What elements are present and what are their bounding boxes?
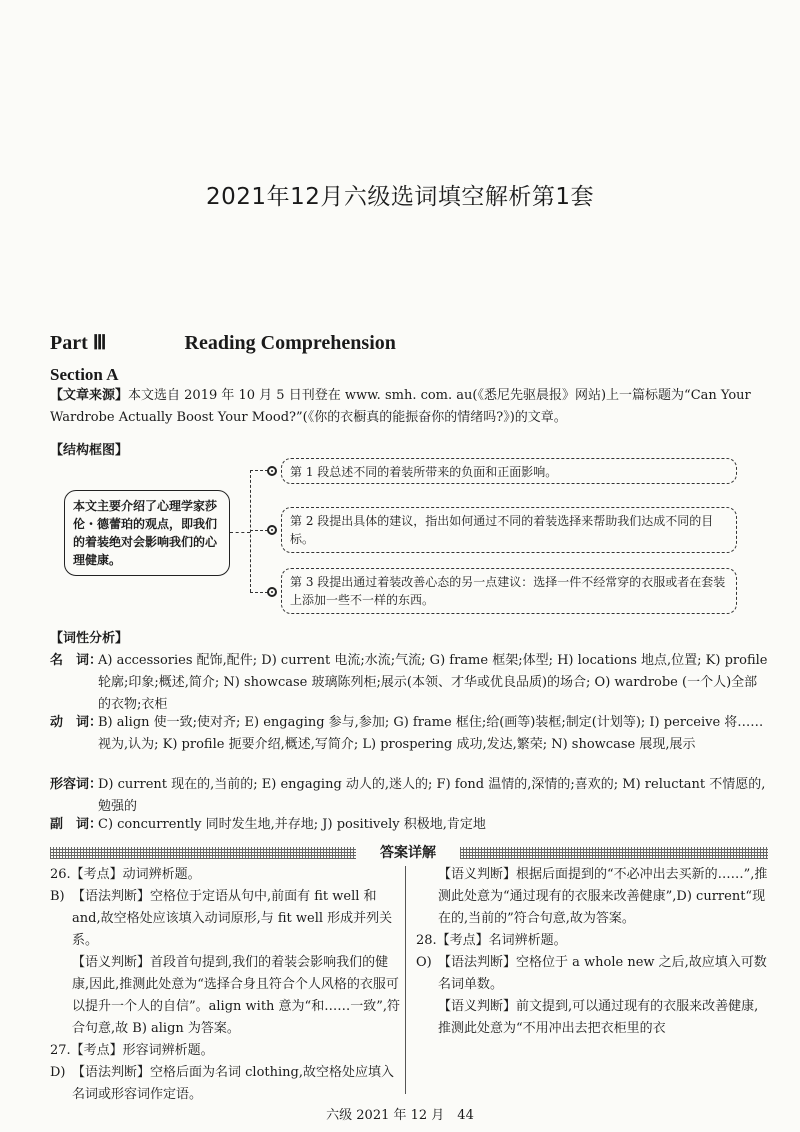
pos-text: D) current 现在的,当前的; E) engaging 动人的,迷人的; F) fond 温情的,深情的;喜欢的; M) reluctant 不情愿的,勉强的	[98, 777, 766, 814]
pos-label: 名 词：	[50, 653, 103, 668]
connector-line	[230, 532, 250, 533]
answer-banner-title: 答案详解	[380, 845, 436, 861]
branch-node-icon	[267, 466, 277, 476]
q28-head: 28.【考点】名词辨析题。	[416, 933, 567, 948]
structure-branch-1: 第 1 段总述不同的着装所带来的负面和正面影响。	[281, 458, 737, 484]
pos-text: C) concurrently 同时发生地,并存地; J) positively 积极地,肯定地	[98, 817, 486, 832]
answer-letter: D)	[50, 1065, 66, 1080]
structure-branch-3: 第 3 段提出通过着装改善心态的另一点建议：选择一件不经常穿的衣服或者在套装上添加一些不一样的东西。	[281, 568, 737, 614]
hatch-decoration	[50, 847, 356, 859]
branch-node-icon	[267, 525, 277, 535]
q28-semantic: 【语义判断】前文提到,可以通过现有的衣服来改善健康,推测此处意为“不用冲出去把衣柜里的衣	[438, 999, 759, 1036]
q27-grammar-text: 【语法判断】空格后面为名词 clothing,故空格处应填入名词或形容词作定语。	[72, 1065, 394, 1102]
q28-grammar	[416, 952, 768, 996]
pos-text: A) accessories 配饰,配件; D) current 电流;水流;气流; G) frame 框架;体型; H) locations 地点,位置; K) profile 轮廓;印象;概述,简介; N) showcase 玻璃陈列柜;展示(本领、才华或优良品质)的场合; O) wardrobe (一个人)全部的衣物;衣柜	[98, 653, 768, 712]
answer-banner	[50, 844, 768, 862]
hatch-decoration	[460, 847, 768, 859]
pos-label: 副 词：	[50, 817, 103, 832]
lexical-tag: 【词性分析】	[50, 631, 129, 646]
pos-label: 形容词：	[50, 777, 103, 792]
section-heading: Section A	[50, 365, 119, 384]
source-tag: 【文章来源】	[50, 388, 129, 403]
pos-adverb	[50, 814, 768, 836]
page-footer: 六级 2021 年 12 月 44	[326, 1108, 474, 1123]
connector-line	[250, 470, 251, 592]
pos-adjective	[50, 774, 768, 818]
structure-branch-2: 第 2 段提出具体的建议，指出如何通过不同的着装选择来帮助我们达成不同的目标。	[281, 507, 737, 553]
q27-head: 27.【考点】形容词辨析题。	[50, 1043, 214, 1058]
connector-line	[250, 470, 268, 471]
q27-semantic: 【语义判断】根据后面提到的“不必冲出去买新的……”,推测此处意为“通过现有的衣服来改善健康”,D) current“现在的,当前的”符合句意,故为答案。	[438, 867, 768, 926]
source-paragraph	[50, 385, 768, 429]
pos-verb	[50, 712, 768, 756]
connector-line	[250, 592, 268, 593]
q26-semantic: 【语义判断】首段首句提到,我们的着装会影响我们的健康,因此,推测此处意为“选择合身且符合个人风格的衣服可以提升一个人的自信”。align with 意为“和……一致”,符合句意,故 B) align 为答案。	[72, 955, 400, 1036]
page-title: 2021年12月六级选词填空解析第1套	[206, 184, 594, 210]
answers-right-column	[416, 864, 768, 1040]
branch-node-icon	[267, 587, 277, 597]
q28-grammar-text: 【语法判断】空格位于 a whole new 之后,故应填入可数名词单数。	[438, 955, 767, 992]
pos-label: 动 词：	[50, 715, 103, 730]
q26-grammar-text: 【语法判断】空格位于定语从句中,前面有 fit well 和 and,故空格处应该填入动词原形,与 fit well 形成并列关系。	[72, 889, 393, 948]
source-text: 本文选自 2019 年 10 月 5 日刊登在 www. smh. com. au(《悉尼先驱晨报》网站)上一篇标题为“Can Your Wardrobe Actually Boost Your Mood?”(《你的衣橱真的能振奋你的情绪吗?》)的文章。	[50, 388, 751, 425]
connector-line	[250, 530, 268, 531]
q26-head: 26.【考点】动词辨析题。	[50, 867, 201, 882]
answer-letter: O)	[416, 955, 432, 970]
answer-letter: B)	[50, 889, 65, 904]
part-label: Part Ⅲ	[50, 332, 107, 354]
pos-noun	[50, 650, 768, 716]
q27-grammar	[50, 1062, 402, 1106]
answers-left-column	[50, 864, 402, 1106]
column-divider	[405, 866, 406, 1094]
part-heading	[50, 330, 396, 355]
structure-tag: 【结构框图】	[50, 443, 129, 458]
q26-grammar	[50, 886, 402, 952]
structure-summary-box: 本文主要介绍了心理学家莎伦・德蕾珀的观点，即我们的着装绝对会影响我们的心理健康。	[64, 490, 230, 576]
part-title: Reading Comprehension	[184, 332, 396, 354]
pos-text: B) align 使一致;使对齐; E) engaging 参与,参加; G) frame 框住;给(画等)装框;制定(计划等); I) perceive 将……视为,认为; K) profile 扼要介绍,概述,写简介; L) prospering 成功,发达,繁荣; N) showcase 展现,展示	[98, 715, 764, 752]
